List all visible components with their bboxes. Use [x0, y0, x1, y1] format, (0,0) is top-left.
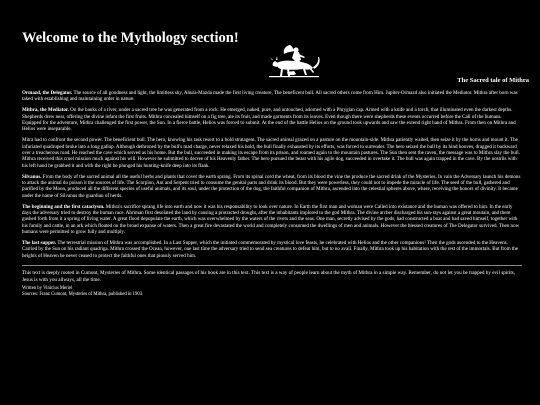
story-content: [22, 90, 522, 390]
paragraph-heading: Silvanus.: [22, 173, 42, 180]
mithra-tauroctony-logo: [263, 43, 325, 79]
page-title: Welcome to the Mythology section!: [22, 30, 239, 46]
story-paragraph: [22, 204, 522, 236]
story-paragraph: [22, 137, 522, 169]
paragraph-heading: The last supper.: [22, 240, 57, 247]
source-note: This text is deeply rooted in Cumont, Mysteries of Mithra. Some identical passages of his book are in this text. This text is a way of people learn about the myth of Mithra in a simple way. Remember, do not let you be trapped by evil spirits, Jesus is with you allways, all the time.: [22, 270, 516, 283]
page-subtitle: The Sacred tale of Mithra: [457, 77, 529, 84]
story-paragraph: [22, 240, 522, 259]
paragraph-text: The source of all goodness and light, the limitless sky, Ahura-Mazda made the first living creature, The beneficent bull. All sacred others come from Him. Jupiter-Ormazd also initiated the Mediator. Mithra after born was taked with establishing and maintaining order in nature.: [22, 90, 518, 103]
paragraph-heading: The beginning and the first cataclysm.: [22, 203, 105, 210]
paragraph-text: From the body of the sacred animal all the useful herbs and plants that cover the earth sprang. From its spinal cord the wheat, from its blood the vine the produce the sacred drink of the Mysteries. In vain the Adversary launch his demons to attack the animal do poison it the sources of life. The Scorpion, Ant and Serpent tried to consume the genital parts and drink its blood. But they were powerless, they could not to impede the miracle of life. The seed of the bull, gathered and purified by the Moon, produced all the different species of useful animals, and its soul, under the protection of the dog, the faithful companion of Mithra, ascended into the celestial spheres above, where, receiving the honors of divinity. It became under the name of Silvanus the guardian of herds.: [22, 173, 521, 199]
paragraph-text: The terrestrial mission of Mithra was accomplished. In a Last Supper, which the initiated commemorated by mystical love feasts, he celebrated with Helios and the other companions! Then the gods ascended to the Heavens. Carried by the Sun on his radiant quadriga. Mithra crossed the Ocean, however, one last time the adversary tried to send sea creatures to defeat him, but to no avail. Finally, Mithra took up his habitation with the rest of the immortals. But from the heights of Heaven he never ceased to protect the faithful ones that piously served him.: [22, 240, 519, 259]
paragraph-text: On the banks of a river, under a sacred tree he was generated from a rock. He emerged, naked, pure, and untouched, adorned with a Phrygian cap. Armed with a knife and a torch, that illuminated even the darkest depths. Shepherds drew near, offering the divine infant the first fruits. Mithra concealed himself on a fig tree, ate its fruit, and made garments from its leaves. Even though there were shepherds these events occurred before the Call of the humans. Equipped for the adventure, Mithra challenged the first power, the Sun. In a fierce battle, Helios was forced to submit. At the end of the battle Helios on the ground took upwards and saw the extend right hand of Mithra. From then on Mithra and Helios were inseparable.: [22, 107, 516, 133]
paragraph-text: Mitra had to confront the second power. The beneficient bull. The hero, knowing his task resort to a bold stratagem. The sacred animal grazed on a pasture on the mountain-side. Mithra patiently waited, then seize it by the horns and mount it. The infuriated quadruped broke into a long gallop. Although dethroned by the bull's mad charge, never relaxed his hold, the bull finally exhausted by its efforts, was forced to surrender. The hero seized the bull by its hind hooves, dragged it backward over a treacherous road. He reached the cave which served as his home. But the bull, succeeded in making its escape from its prison, and roamed again to the mountain pastures. The Sun then sent the raven, the message was to Mithra slay the bull. Mithra received this cruel mission much against his will. However he submitted to decree of his Heavenly father. The hero pursued the beast with his agile dog, succeeded in overtake it. The bull was again trapped in the cave. By the nostrils with his left hand he grabbed it and with the right he plunged his hunting-knife deep into its flank.: [22, 137, 520, 169]
story-paragraph: [22, 174, 522, 200]
story-paragraph: [22, 90, 522, 103]
story-paragraph: [22, 107, 522, 133]
credits: [22, 286, 522, 297]
paragraph-heading: Mithra, the Mediator.: [22, 107, 69, 114]
page-header: [22, 30, 522, 80]
paragraph-text: Mithra's sacrifice sprang life into earth and now it was his responsability to look over nature. In Earth the first man and woman were Called into existance and the human was offered to him. In the early days the adversary tried to destroy the human race. Ahriman first desolated the land by causing a protracted drought, after the inhabitants implored to the god Mithra. The divine archer discharged his sun-rays against a great moutain, and there gushed forth from it a spring of living water. A great flood depopulate the earth, which was overwhelmed by the waters of the rivers and the seas. One man, secretly advised by the gods, had constructed a boat and had saved himself, together with his family and cattle, in an ark which floated on the broad expanse of waters. Then a great fire devastated the world and completely consumed the dwellings of men and animals. However the blessed creatures of The Delegator survived. Then now humans were permitted to grow fully and multiply.: [22, 203, 520, 236]
paragraph-heading: Ormazd, the Delegator.: [22, 90, 73, 96]
footer-divider: [22, 265, 522, 266]
credit-author: Written by Vinicius Meriel: [22, 286, 73, 292]
credit-sources: Sources: Franz Cumont, Mysteries of Mithra, published in 1903.: [22, 291, 144, 297]
